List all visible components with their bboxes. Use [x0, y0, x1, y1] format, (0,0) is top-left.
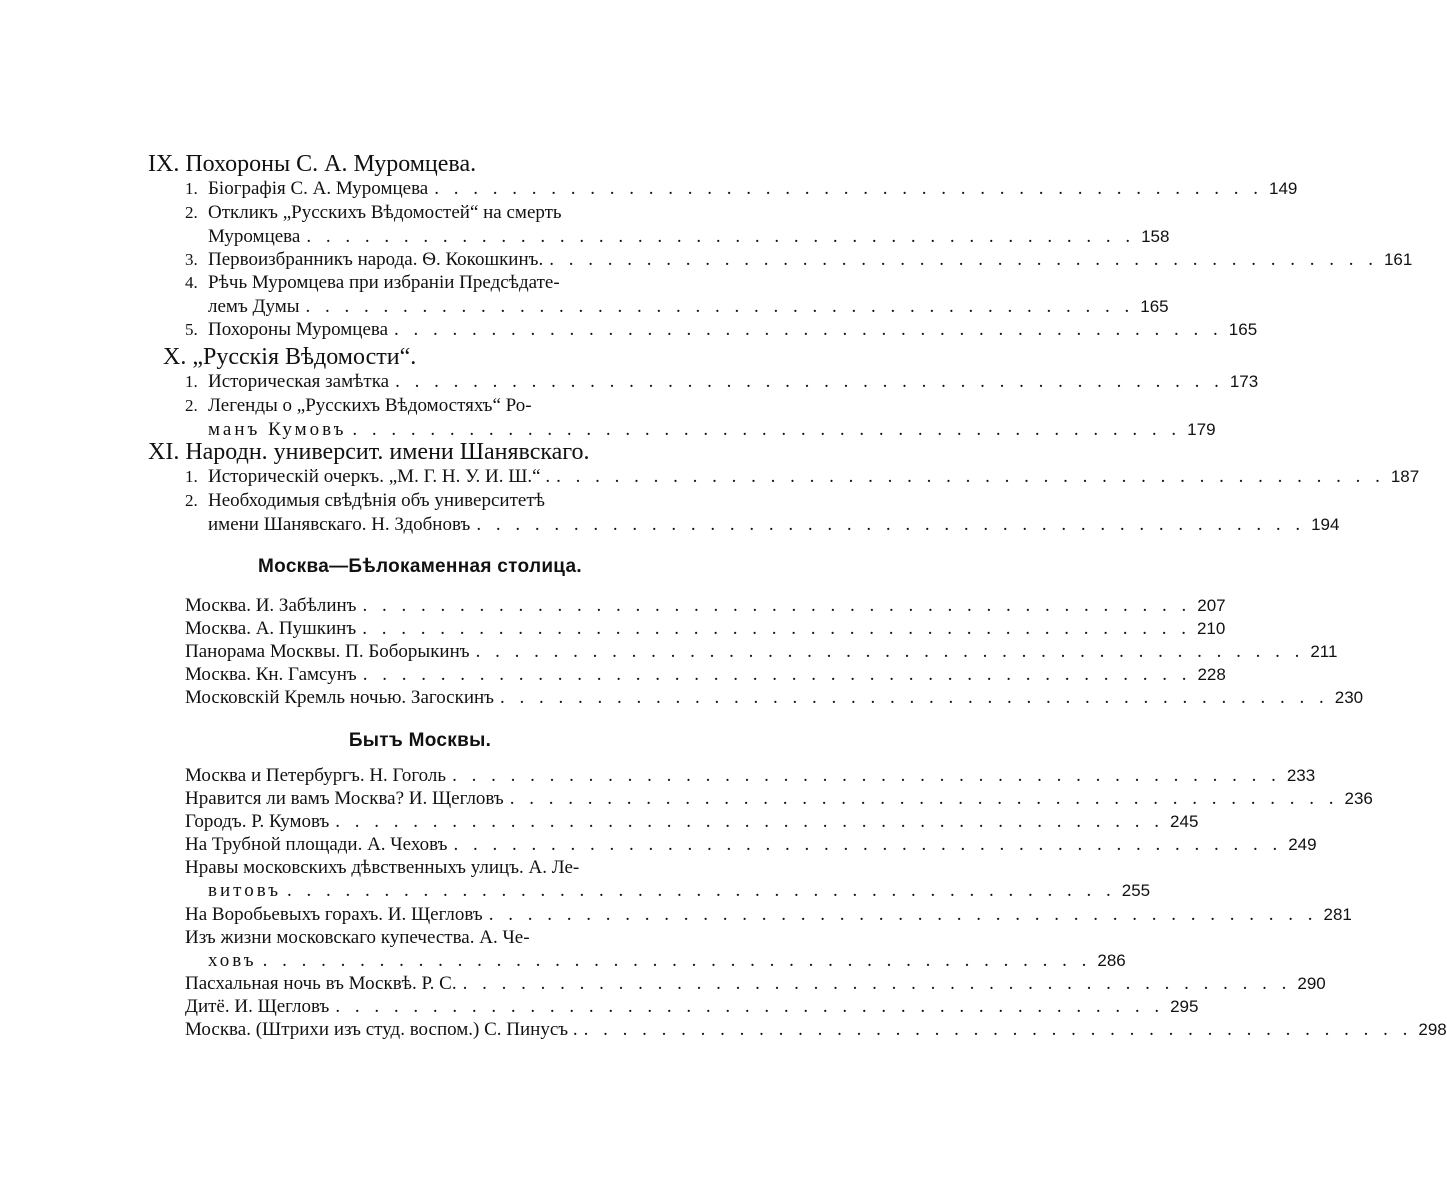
toc-entry [185, 465, 1420, 489]
entry-title: Историческая замѣтка [208, 371, 390, 392]
entry-title: Нравится ли вамъ Москва? И. Щегловъ [185, 788, 504, 809]
entry-number: 5. [185, 320, 198, 339]
page-number: 295 [1170, 997, 1199, 1016]
toc-entry [185, 617, 1226, 641]
page-number: 165 [1228, 320, 1258, 339]
entry-title: Изъ жизни московскаго купечества. А. Че- [185, 927, 530, 948]
leader-dots [489, 903, 1318, 927]
toc-entry [185, 271, 691, 295]
toc-entry [185, 995, 1199, 1019]
toc-entry [185, 394, 691, 418]
entry-title: Дитё. И. Щегловъ [185, 996, 330, 1017]
leader-dots [584, 1018, 1413, 1042]
page-number: 236 [1344, 789, 1373, 808]
toc-entry [185, 810, 1199, 834]
page-number: 179 [1187, 420, 1216, 439]
page-number: 173 [1229, 372, 1259, 391]
toc-entry [185, 370, 1259, 394]
page-number: 161 [1383, 250, 1413, 269]
leader-dots [335, 995, 1164, 1019]
entry-title: Необходимыя свѣдѣнія объ университетѣ [208, 490, 545, 511]
entry-title: Москва. Кн. Гамсунъ [185, 664, 357, 685]
toc-entry-continuation [208, 225, 1170, 249]
toc-entry [185, 248, 1413, 272]
leader-dots [306, 295, 1135, 319]
page-number: 286 [1097, 951, 1126, 970]
toc-entry [185, 640, 1338, 664]
entry-title: Похороны Муромцева [208, 319, 389, 340]
entry-title: Городъ. Р. Кумовъ [185, 811, 330, 832]
entry-title: На Воробьевыхъ горахъ. И. Щегловъ [185, 904, 483, 925]
page-number: 233 [1286, 766, 1316, 785]
toc-entry [185, 903, 1352, 927]
toc-entry [185, 201, 691, 225]
page-number: 230 [1334, 688, 1364, 707]
entry-title: Москва. И. Забѣлинъ [185, 595, 357, 616]
leader-dots [463, 972, 1292, 996]
leader-dots [500, 686, 1329, 710]
entry-number: 2. [185, 491, 198, 510]
page-number: 281 [1323, 905, 1352, 924]
entry-title: Московскій Кремль ночью. Загоскинъ [185, 687, 495, 708]
leader-dots [556, 465, 1385, 489]
leader-dots [395, 370, 1224, 394]
page-number: 207 [1197, 596, 1226, 615]
entry-title-cont: имени Шанявскаго. Н. Здобновъ [208, 514, 471, 535]
leader-dots [453, 833, 1282, 857]
entry-title: Историческій очеркъ. „М. Г. Н. У. И. Ш.“ . [208, 466, 551, 487]
leader-dots [476, 513, 1305, 537]
toc-entry [185, 856, 691, 880]
leader-dots [434, 177, 1263, 201]
page-number: 194 [1311, 515, 1340, 534]
section-heading-byt: Бытъ Москвы. [348, 730, 492, 751]
page-number: 249 [1288, 835, 1317, 854]
toc-entry [185, 489, 691, 513]
leader-dots [549, 248, 1378, 272]
toc-entry [185, 833, 1317, 857]
entry-title: Первоизбранникъ народа. Ѳ. Кокошкинъ. [208, 249, 544, 270]
entry-number: 2. [185, 396, 198, 415]
leader-dots [287, 879, 1116, 903]
page-number: 158 [1141, 227, 1170, 246]
entry-title: Откликъ „Русскихъ Вѣдомостей“ на смерть [208, 202, 562, 223]
page-number: 149 [1268, 179, 1298, 198]
toc-entry [185, 1018, 1447, 1042]
toc-entry [185, 177, 1298, 201]
leader-dots [306, 225, 1135, 249]
leader-dots [476, 640, 1305, 664]
entry-title: Біографія С. А. Муромцева [208, 178, 429, 199]
page-number: 187 [1390, 467, 1420, 486]
page-number: 255 [1121, 881, 1151, 900]
entry-number: 4. [185, 273, 198, 292]
section-heading-x: X. „Русскія Вѣдомости“. [163, 344, 417, 370]
page-number: 210 [1196, 619, 1226, 638]
entry-title: Москва. (Штрихи изъ студ. воспом.) С. Пинусъ . [185, 1019, 578, 1040]
page-number: 211 [1310, 642, 1338, 661]
toc-entry [185, 594, 1226, 618]
entry-number: 1. [185, 372, 198, 391]
leader-dots [363, 663, 1192, 687]
toc-entry [185, 972, 1326, 996]
page-number: 298 [1418, 1020, 1447, 1039]
entry-number: 1. [185, 179, 198, 198]
entry-number: 3. [185, 250, 198, 269]
toc-entry [185, 686, 1364, 710]
entry-title: Легенды о „Русскихъ Вѣдомостяхъ“ Ро- [208, 395, 532, 416]
page-number: 290 [1297, 974, 1326, 993]
toc-entry-continuation [208, 513, 1340, 537]
entry-title: Пасхальная ночь въ Москвѣ. Р. С. [185, 973, 457, 994]
page-number: 165 [1140, 297, 1169, 316]
entry-title-cont: витовъ [208, 880, 282, 901]
leader-dots [452, 764, 1281, 788]
toc-entry [185, 663, 1226, 687]
entry-title-cont: Муромцева [208, 226, 301, 247]
entry-title-cont: ховъ [208, 950, 257, 971]
entry-number: 2. [185, 203, 198, 222]
entry-title: На Трубной площади. А. Чеховъ [185, 834, 448, 855]
leader-dots [363, 594, 1192, 618]
toc-entry-continuation [208, 295, 1169, 319]
page-number: 228 [1197, 665, 1226, 684]
leader-dots [263, 949, 1092, 973]
toc-entry-continuation [208, 879, 1151, 903]
entry-title: Москва. А. Пушкинъ [185, 618, 357, 639]
page-number: 245 [1170, 812, 1199, 831]
toc-entry [185, 764, 1316, 788]
entry-number: 1. [185, 467, 198, 486]
leader-dots [335, 810, 1164, 834]
entry-title: Москва и Петербургъ. Н. Гоголь [185, 765, 447, 786]
section-heading-moscow: Москва—Бѣлокаменная столица. [258, 556, 582, 577]
entry-title-cont: лемъ Думы [208, 296, 300, 317]
leader-dots [510, 787, 1339, 811]
entry-title: Нравы московскихъ дѣвственныхъ улицъ. А. Ле- [185, 857, 580, 878]
section-heading-xi: XI. Народн. университ. имени Шанявскаго. [148, 439, 590, 465]
toc-entry [185, 926, 691, 950]
leader-dots [362, 617, 1191, 641]
toc-entry [185, 318, 1258, 342]
toc-entry [185, 787, 1373, 811]
leader-dots [394, 318, 1223, 342]
toc-entry-continuation [208, 949, 1126, 973]
entry-title: Панорама Москвы. П. Боборыкинъ [185, 641, 470, 662]
entry-title-cont: манъ Кумовъ [208, 419, 347, 440]
entry-title: Рѣчь Муромцева при избраніи Предсѣдате- [208, 272, 560, 293]
section-heading-ix: IX. Похороны С. А. Муромцева. [148, 151, 477, 177]
